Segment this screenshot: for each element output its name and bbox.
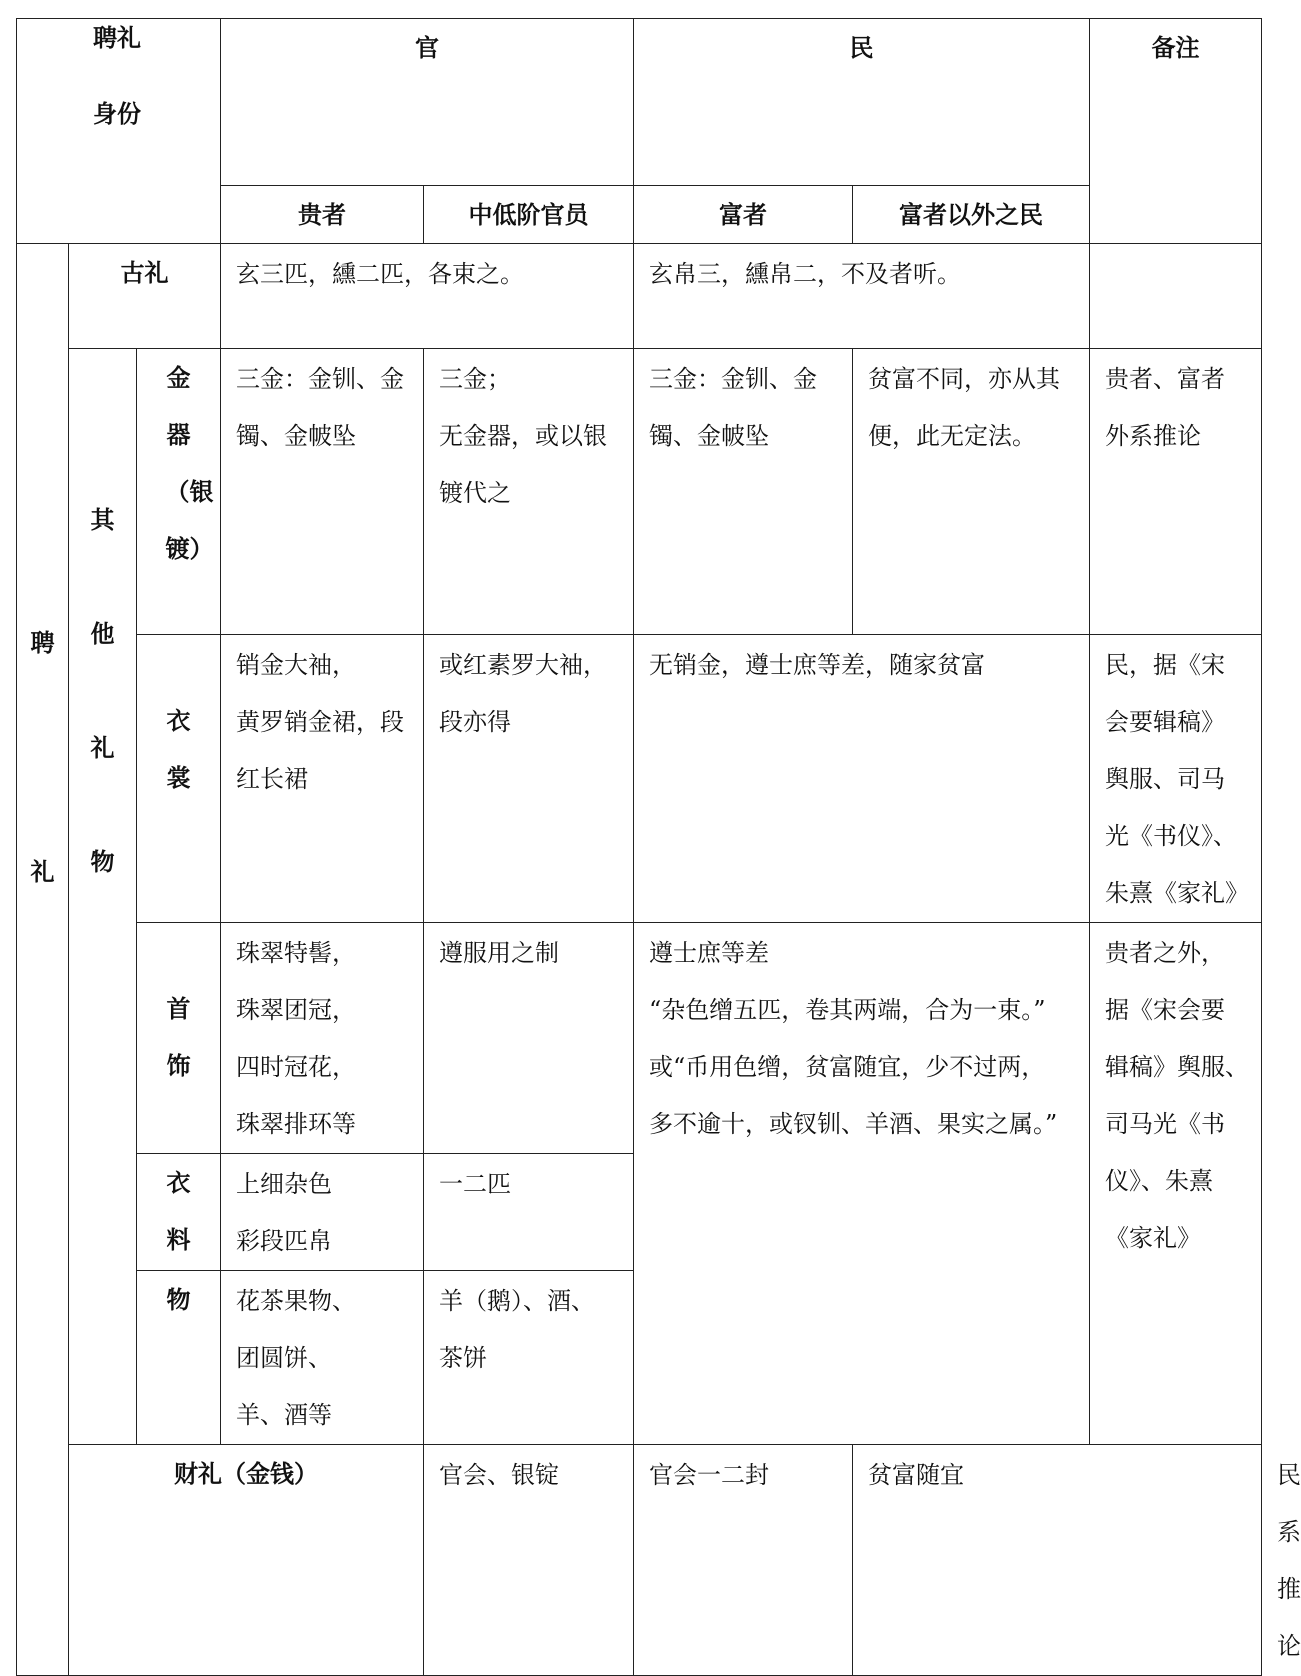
shoushi-zhongdi: 遵服用之制 — [424, 923, 634, 1154]
text-line: 镯、金帔坠 — [649, 422, 770, 450]
guli-guan: 玄三匹，纁二匹，各束之。 — [221, 244, 634, 349]
note-shared — [1090, 923, 1262, 1445]
text-line: 多不逾十，或钗钏、羊酒、果实之属。” — [649, 1110, 1058, 1138]
jinqi-fuzhe-yiwai — [853, 349, 1090, 635]
zhongdi-header: 中低阶官员 — [424, 186, 634, 244]
text-line: 镀代之 — [439, 479, 512, 507]
text-line: 上细杂色 — [236, 1170, 333, 1198]
text-line: 司马光《书 — [1105, 1110, 1226, 1138]
shoushi-label: 首饰 — [166, 994, 191, 1080]
text-line: 珠翠特髻， — [236, 939, 357, 967]
yiliao-zhongdi: 一二匹 — [424, 1154, 634, 1271]
text-line: 珠翠团冠， — [236, 996, 357, 1024]
caili-guizhe: 官会、银锭 — [424, 1445, 634, 1676]
wu-label: 物 — [137, 1271, 221, 1445]
text-line: 或“币用色缯，贫富随宜，少不过两， — [649, 1053, 1046, 1081]
yishang-min: 无销金，遵士庶等差，随家贫富 — [634, 635, 1090, 923]
guli-min: 玄帛三，纁帛二，不及者听。 — [634, 244, 1090, 349]
text-line: 仪》、朱熹 — [1105, 1167, 1214, 1195]
shoushi-label-cell — [137, 923, 221, 1154]
text-line: 三金； — [439, 365, 512, 393]
wu-zhongdi — [424, 1271, 634, 1445]
text-line: 朱熹《家礼》 — [1105, 879, 1250, 907]
text-line: 外系推论 — [1105, 422, 1202, 450]
text-line: 无金器，或以银 — [439, 422, 608, 450]
fuzhe-yiwai-header: 富者以外之民 — [853, 186, 1090, 244]
guli-label: 古礼 — [69, 244, 221, 349]
caili-zhongdi: 官会一二封 — [634, 1445, 853, 1676]
jinqi-label: 金器（银镀） — [165, 363, 214, 563]
pinli-label-cell — [17, 244, 69, 1676]
yiliao-label: 衣料 — [166, 1168, 191, 1254]
qita-label: 其他礼物 — [90, 505, 115, 876]
yishang-zhongdi — [424, 635, 634, 923]
qita-label-cell — [69, 349, 137, 1445]
text-line: 珠翠排环等 — [236, 1110, 357, 1138]
guizhe-header: 贵者 — [221, 186, 424, 244]
jinqi-guizhe — [221, 349, 424, 635]
yishang-label: 衣裳 — [166, 706, 191, 792]
text-line: 辑稿》舆服、 — [1105, 1053, 1250, 1081]
corner-header-cell — [17, 19, 221, 244]
note-header: 备注 — [1090, 19, 1262, 244]
text-line: 羊（鹅）、酒、 — [439, 1287, 596, 1315]
text-line: 三金：金钏、金 — [236, 365, 405, 393]
text-line: 彩段匹帛 — [236, 1227, 333, 1255]
jinqi-fuzhe — [634, 349, 853, 635]
betrothal-gift-table: 聘礼 身份 官 民 备注 贵者 中低阶官员 富者 富者以外之民 聘礼 古礼 玄三匹，纁二匹，各束之。 玄帛三，纁帛二，不及者听。 其他礼物 金器（银镀） 三金：金钏、金 镯、金帔坠 三金； 无金器，或以银 镀代之 三金：金钏、金 镯、金帔坠 贫富不同，亦从其 便，此无定法。 贵者、富者 外系推论 衣裳 销金大袖， 黄罗销金裙，段 红长裙 或红素罗大袖， 段亦得 无销金，遵士庶等差，随家贫富 民，据《宋 会要辑稿》 舆服、司马 光《书仪》、 朱熹《家礼》 首饰 珠翠特髻， 珠翠团冠， 四时冠花， 珠翠排环等 遵服用之制 遵士庶等差 “杂色缯五匹，卷其两端，合为一束。” 或“币用色缯，贫富随宜，少不过两， 多不逾十，或钗钏、羊酒、果实之属。” 贵者之外， 据《宋会要 辑稿》舆服、 司马光《书 仪》、朱熹 《家礼》 衣料 上细杂色 彩段匹帛 一二匹 物 花茶果物、 团圆饼、 羊、酒等 羊（鹅）、酒、 茶饼 财礼（金钱） 官会、银锭 官会一二封 贫富随宜 民系推论 — [16, 18, 1262, 1676]
text-line: 便，此无定法。 — [868, 422, 1037, 450]
yishang-guizhe — [221, 635, 424, 923]
pinli-label: 聘礼 — [30, 628, 55, 886]
text-line: 或红素罗大袖， — [439, 651, 608, 679]
corner-bottom-label: 身份 — [93, 99, 141, 128]
fuzhe-header: 富者 — [634, 186, 853, 244]
text-line: “杂色缯五匹，卷其两端，合为一束。” — [649, 996, 1046, 1024]
jinqi-zhongdi — [424, 349, 634, 635]
text-line: 段亦得 — [439, 708, 512, 736]
text-line: 遵士庶等差 — [649, 939, 770, 967]
yiliao-label-cell — [137, 1154, 221, 1271]
text-line: 贵者、富者 — [1105, 365, 1226, 393]
min-shared — [634, 923, 1090, 1445]
yishang-note — [1090, 635, 1262, 923]
text-line: 《家礼》 — [1105, 1224, 1202, 1252]
text-line: 民，据《宋 — [1105, 651, 1226, 679]
text-line: 镯、金帔坠 — [236, 422, 357, 450]
text-line: 红长裙 — [236, 765, 309, 793]
text-line: 羊、酒等 — [236, 1401, 333, 1429]
text-line: 四时冠花， — [236, 1053, 357, 1081]
guan-header: 官 — [221, 19, 634, 186]
text-line: 花茶果物、 — [236, 1287, 357, 1315]
caili-min: 贫富随宜 — [853, 1445, 1262, 1676]
caili-label: 财礼（金钱） — [69, 1445, 424, 1676]
guli-note — [1090, 244, 1262, 349]
jinqi-label-cell — [137, 349, 221, 635]
text-line: 舆服、司马 — [1105, 765, 1226, 793]
text-line: 销金大袖， — [236, 651, 357, 679]
corner-top-label: 聘礼 — [93, 23, 141, 52]
text-line: 三金：金钏、金 — [649, 365, 818, 393]
shoushi-guizhe — [221, 923, 424, 1154]
jinqi-note — [1090, 349, 1262, 635]
wu-guizhe — [221, 1271, 424, 1445]
text-line: 会要辑稿》 — [1105, 708, 1226, 736]
min-header: 民 — [634, 19, 1090, 186]
text-line: 贫富不同，亦从其 — [868, 365, 1061, 393]
text-line: 贵者之外， — [1105, 939, 1226, 967]
text-line: 据《宋会要 — [1105, 996, 1226, 1024]
text-line: 黄罗销金裙，段 — [236, 708, 405, 736]
yiliao-guizhe — [221, 1154, 424, 1271]
yishang-label-cell — [137, 635, 221, 923]
text-line: 茶饼 — [439, 1344, 488, 1372]
text-line: 光《书仪》、 — [1105, 822, 1238, 850]
text-line: 团圆饼、 — [236, 1344, 333, 1372]
